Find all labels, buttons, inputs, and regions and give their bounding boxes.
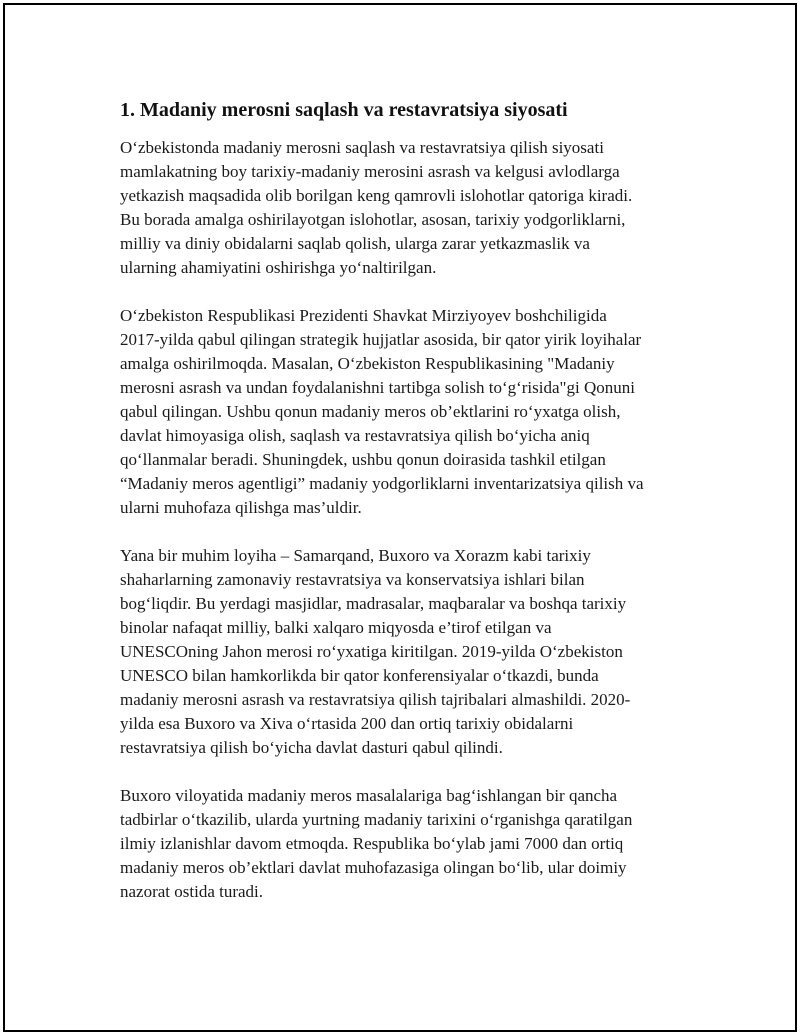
text-line: amalga oshirilmoqda. Masalan, O‘zbekiston Respublikasining "Madaniy xyxy=(120,354,615,373)
text-line: ularni muhofaza qilishga mas’uldir. xyxy=(120,498,362,517)
text-line: binolar nafaqat milliy, balki xalqaro miqyosda e’tirof etilgan va xyxy=(120,618,552,637)
text-line: ilmiy izlanishlar davom etmoqda. Respublika bo‘ylab jami 7000 dan ortiq xyxy=(120,834,624,853)
text-line: O‘zbekistonda madaniy merosni saqlash va restavratsiya qilish siyosati xyxy=(120,138,604,157)
section-heading: 1. Madaniy merosni saqlash va restavratsiya siyosati xyxy=(120,99,568,121)
paragraph-3 xyxy=(120,544,700,760)
text-line: qo‘llanmalar beradi. Shuningdek, ushbu qonun doirasida tashkil etilgan xyxy=(120,450,606,469)
text-line: O‘zbekiston Respublikasi Prezidenti Shavkat Mirziyoyev boshchiligida xyxy=(120,306,607,325)
text-line: 2017-yilda qabul qilingan strategik hujjatlar asosida, bir qator yirik loyihalar xyxy=(120,330,642,349)
text-line: yilda esa Buxoro va Xiva o‘rtasida 200 dan ortiq tarixiy obidalarni xyxy=(120,714,574,733)
document-body xyxy=(120,97,700,928)
text-line: bog‘liqdir. Bu yerdagi masjidlar, madrasalar, maqbaralar va boshqa tarixiy xyxy=(120,594,627,613)
paragraph-1 xyxy=(120,136,700,280)
text-line: shaharlarning zamonaviy restavratsiya va konservatsiya ishlari bilan xyxy=(120,570,585,589)
page-frame xyxy=(3,3,797,1032)
text-line: Bu borada amalga oshirilayotgan islohotlar, asosan, tarixiy yodgorliklarni, xyxy=(120,210,626,229)
text-line: madaniy meros ob’ektlari davlat muhofazasiga olingan bo‘lib, ular doimiy xyxy=(120,858,627,877)
text-line: nazorat ostida turadi. xyxy=(120,882,264,901)
text-line: davlat himoyasiga olish, saqlash va restavratsiya qilish bo‘yicha aniq xyxy=(120,426,590,445)
text-line: tadbirlar o‘tkazilib, ularda yurtning madaniy tarixini o‘rganishga qaratilgan xyxy=(120,810,633,829)
paragraph-2 xyxy=(120,304,700,520)
text-line: UNESCO bilan hamkorlikda bir qator konferensiyalar o‘tkazdi, bunda xyxy=(120,666,599,685)
text-line: UNESCOning Jahon merosi ro‘yxatiga kiritilgan. 2019-yilda O‘zbekiston xyxy=(120,642,623,661)
text-line: restavratsiya qilish bo‘yicha davlat dasturi qabul qilindi. xyxy=(120,738,503,757)
text-line: Buxoro viloyatida madaniy meros masalalariga bag‘ishlangan bir qancha xyxy=(120,786,618,805)
text-line: madaniy merosni asrash va restavratsiya qilish tajribalari almashildi. 2020- xyxy=(120,690,631,709)
text-line: ularning ahamiyatini oshirishga yo‘naltirilgan. xyxy=(120,258,437,277)
text-line: milliy va diniy obidalarni saqlab qolish, ularga zarar yetkazmaslik va xyxy=(120,234,590,253)
text-line: Yana bir muhim loyiha – Samarqand, Buxoro va Xorazm kabi tarixiy xyxy=(120,546,591,565)
text-line: yetkazish maqsadida olib borilgan keng qamrovli islohotlar qatoriga kiradi. xyxy=(120,186,633,205)
text-line: qabul qilingan. Ushbu qonun madaniy meros ob’ektlarini ro‘yxatga olish, xyxy=(120,402,621,421)
text-line: merosni asrash va undan foydalanishni tartibga solish to‘g‘risida"gi Qonuni xyxy=(120,378,635,397)
text-line: “Madaniy meros agentligi” madaniy yodgorliklarni inventarizatsiya qilish va xyxy=(120,474,644,493)
text-line: mamlakatning boy tarixiy-madaniy merosini asrash va kelgusi avlodlarga xyxy=(120,162,620,181)
paragraph-4 xyxy=(120,784,700,904)
